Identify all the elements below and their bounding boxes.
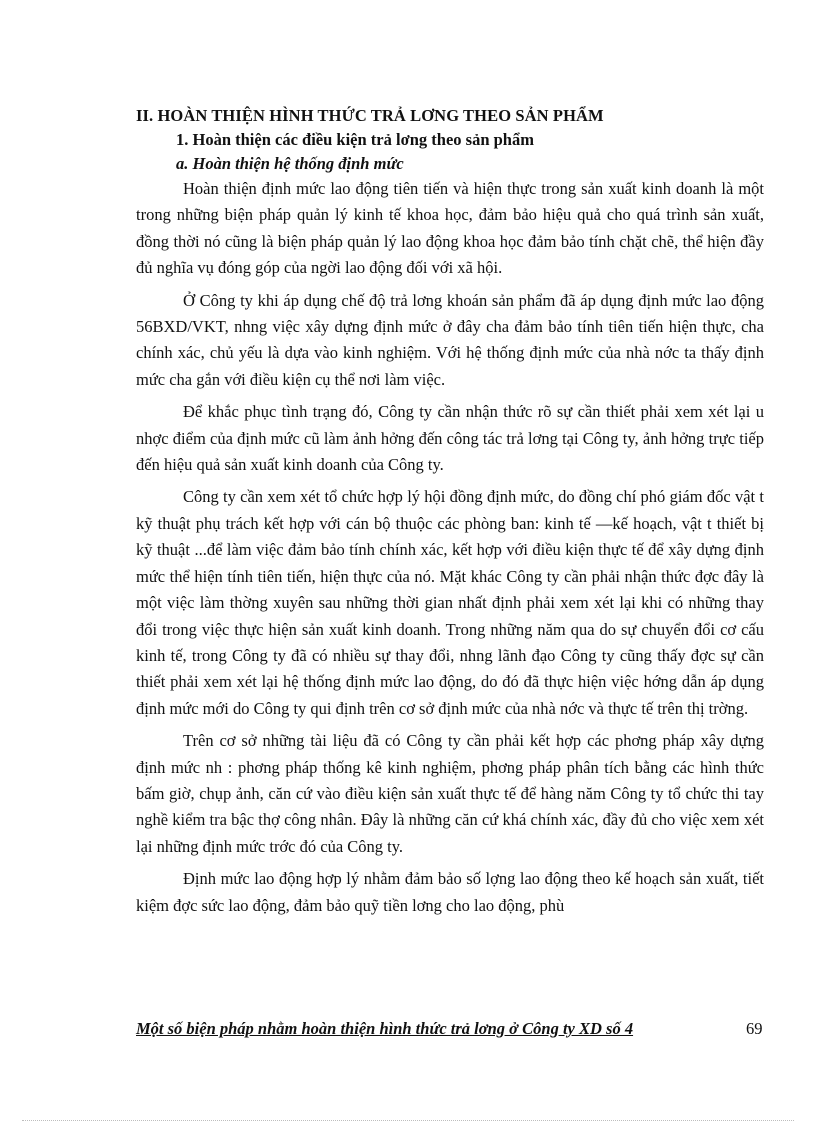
page-number: 69 (746, 1019, 763, 1038)
paragraph: Định mức lao động hợp lý nhằm đảm bảo số lợng lao động theo kế hoạch sản xuất, tiết kiệm đợc sức lao động, đảm bảo quỹ tiền lơng cho lao động, phù (136, 869, 764, 915)
page-body (136, 104, 764, 919)
section-heading: II. HOÀN THIỆN HÌNH THỨC TRẢ LƠNG THEO SẢN PHẨM (136, 106, 604, 125)
page-footer (136, 1018, 776, 1042)
paragraph: Để khắc phục tình trạng đó, Công ty cần nhận thức rõ sự cần thiết phải xem xét lại u nhợc điểm của định mức cũ làm ảnh hởng đến công tác trả lơng tại Công ty, ảnh hởng trực tiếp đến hiệu quả sản xuất kinh doanh của Công ty. (136, 402, 764, 475)
footer-title: Một số biện pháp nhằm hoàn thiện hình thức trả lơng ở Công ty XD số 4 (136, 1019, 634, 1038)
page-bottom-divider (22, 1120, 794, 1121)
paragraph: Hoàn thiện định mức lao động tiên tiến và hiện thực trong sản xuất kinh doanh là một trong những biện pháp quản lý kinh tế khoa học, đảm bảo hiệu quả cho quá trình sản xuất, đồng thời nó cũng là biện pháp quản lý lao động khoa học đảm bảo tính chặt chẽ, thể hiện đầy đủ nghĩa vụ đóng góp của ngời lao động đối với xã hội. (136, 179, 764, 278)
paragraph: Ở Công ty khi áp dụng chế độ trả lơng khoán sản phẩm đã áp dụng định mức lao động 56BXD/VKT, nhng việc xây dựng định mức ở đây cha đảm bảo tính tiên tiến hiện thực, cha chính xác, chủ yếu là dựa vào kinh nghiệm. Với hệ thống định mức của nhà nớc ta thấy định mức cha gắn với điều kiện cụ thể nơi làm việc. (136, 290, 764, 389)
paragraph: Công ty cần xem xét tổ chức hợp lý hội đồng định mức, do đồng chí phó giám đốc vật t kỹ thuật phụ trách kết hợp với cán bộ thuộc các phòng ban: kinh tế —kế hoạch, vật t thiết bị kỹ thuật ...để làm việc đảm bảo tính chính xác, kết hợp với điều kiện thực tế để xây dựng định mức thể hiện tính tiên tiến, hiện thực của nó. Mặt khác Công ty cần phải nhận thức đợc đây là một việc làm thờng xuyên sau những thời gian nhất định phải xem xét lại khi có những thay đổi trong việc thực hiện sản xuất kinh doanh. Trong những năm qua do sự chuyển đổi cơ cấu kinh tế, trong Công ty đã có nhiều sự thay đổi, nhng lãnh đạo Công ty cũng thấy đợc sự cần thiết phải xem xét lại hệ thống định mức lao động, do đó đã thực hiện việc hớng dẫn áp dụng định mức mới do Công ty qui định trên cơ sở định mức của nhà nớc và thực tế trên thị trờng. (136, 487, 764, 718)
subsubsection-heading: a. Hoàn thiện hệ thống định mức (176, 154, 404, 173)
subsection-heading: 1. Hoàn thiện các điều kiện trả lơng theo sản phẩm (176, 130, 534, 149)
paragraph: Trên cơ sở những tài liệu đã có Công ty cần phải kết hợp các phơng pháp xây dựng định mức nh : phơng pháp thống kê kinh nghiệm, phơng pháp phân tích bằng các hình thức bấm giờ, chụp ảnh, căn cứ vào điều kiện sản xuất thực tế để hàng năm Công ty tổ chức thi tay nghề kiểm tra bậc thợ công nhân. Đây là những căn cứ khá chính xác, đầy đủ cho việc xem xét lại những định mức trớc đó của Công ty. (136, 731, 764, 856)
